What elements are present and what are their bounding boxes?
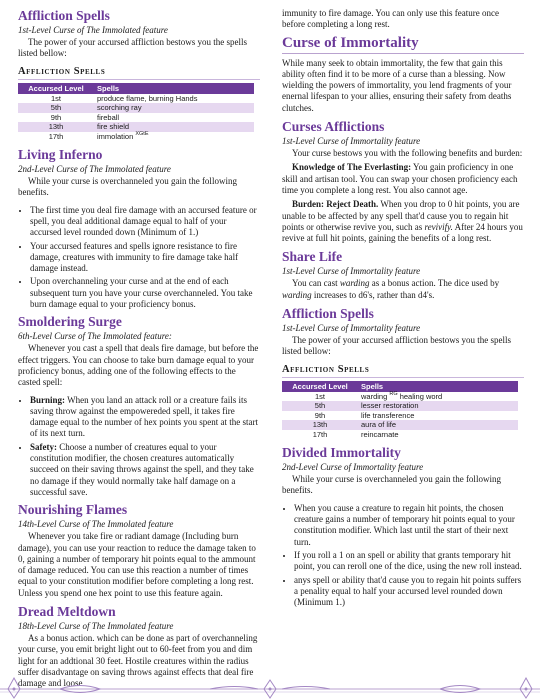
living-inferno-text: While your curse is overchanneled you gain the following benefits.	[18, 176, 237, 198]
share-life-part: You can cast	[292, 278, 340, 289]
table-row	[282, 392, 518, 402]
smoldering-surge-heading: Smoldering Surge	[18, 314, 122, 330]
affliction-spells-heading-2: Affliction Spells	[282, 306, 374, 322]
list-item: • When you cause a creature to regain hit points, the chosen creature gains a number of temporary hit points equal to your constitution modifier. Which last until the start of their next turn.	[294, 503, 524, 548]
table-cell-level: 1st	[50, 93, 61, 103]
curses-afflictions-subtitle: 1st-Level Curse of Immortality feature	[282, 136, 421, 147]
table-row	[282, 430, 518, 440]
list-item: • Upon overchanneling your curse and at the end of each subsequent turn you have your curse overchanneled. You take burn damage equal to your proficiency bonus.	[30, 276, 260, 310]
burning-label: Burning:	[30, 394, 66, 405]
table-header-level: Accursed Level	[282, 381, 358, 392]
curse-of-immortality-heading: Curse of Immortality	[282, 34, 524, 54]
share-life-part: as a bonus action. The dice used by	[369, 278, 500, 289]
table-cell-level: 5th	[18, 103, 94, 113]
right-column	[282, 8, 524, 611]
affliction-spells-subtitle: 1st-Level Curse of The Immolated feature	[18, 25, 168, 35]
nourishing-flames-subtitle: 14th-Level Curse of The Immolated feature	[18, 519, 174, 530]
safety-text: Choose a number of creatures equal to your constitution modifier, the chosen creatures automatically succeed on their saving throws against the spell, and they take no damage if they would normally take half damage on a successful save.	[30, 441, 254, 497]
list-item: • If you roll a 1 on an spell or ability that grants temporary hit point, you can reroll one of the dice, using the new roll instead.	[294, 550, 524, 573]
left-column	[18, 8, 260, 692]
table-row	[282, 411, 518, 421]
curses-afflictions-heading: Curses Afflictions	[282, 119, 385, 135]
divided-immortality-text: While your curse is overchanneled you gain the following benefits.	[282, 474, 501, 496]
table-header-row	[282, 381, 518, 392]
table-cell-level: 9th	[314, 410, 326, 420]
table-row	[18, 132, 254, 142]
list-item: • The first time you deal fire damage with an accursed feature or spell, you deal additional damage equal to half of your accursed level rounded down (Minimum of 1.)	[30, 205, 260, 239]
table-row	[18, 94, 254, 104]
table-row	[282, 420, 518, 430]
affliction-spells-table	[18, 83, 254, 142]
share-life-heading: Share Life	[282, 249, 343, 265]
spell-text: aura of life	[361, 420, 397, 430]
spell-text: life transference	[361, 410, 415, 420]
table-cell-level: 13th	[282, 420, 358, 430]
warding-text: warding	[339, 278, 370, 289]
reject-death-text	[282, 199, 524, 244]
burning-text: When you land an attack roll or a creature fails its saving throw against the empowereded spell, it takes fire damage equal to the number of hex points you spent at the start of its next turn.	[30, 394, 258, 439]
table-cell-spell	[358, 392, 518, 402]
spell-text: immolation	[97, 131, 136, 141]
footer-ornament	[0, 676, 540, 699]
spell-text: fire shield	[97, 122, 130, 132]
table-row	[18, 103, 254, 113]
dread-meltdown-heading: Dread Meltdown	[18, 604, 116, 619]
share-life-part: increases to d6's, rather than d4's.	[311, 289, 435, 300]
table-cell-level: 13th	[18, 122, 94, 132]
table-cell-level: 17th	[48, 131, 64, 141]
table-cell-level: 9th	[50, 112, 62, 122]
table-cell-spell	[94, 113, 254, 123]
table-header-spells: Spells	[358, 381, 518, 392]
divided-immortality-list	[282, 503, 524, 609]
list-item	[30, 395, 260, 440]
affliction-table-title-2: Affliction Spells	[282, 364, 524, 378]
affliction-spells-subtitle-2: 1st-Level Curse of Immortality feature	[282, 323, 421, 334]
everlasting-body: You gain proficiency in one skill and artisan tool. You can swap your chosen proficiency each time you complete a long rest. You also cannot age.	[282, 162, 518, 195]
reject-death-body: When you drop to 0 hit points, you are unable to be affected by any spell that'd cause you to regain hit points or otherwise revive you, such as	[282, 199, 520, 232]
meltdown-continued-text: immunity to fire damage. You can only use this feature once before completing a long rest.	[282, 8, 499, 30]
revivify-text: revivify.	[424, 221, 453, 232]
table-header-row	[18, 83, 254, 94]
table-row	[282, 401, 518, 411]
divided-immortality-subtitle: 2nd-Level Curse of Immortality feature	[282, 462, 424, 473]
table-cell-level: 1st	[314, 391, 325, 401]
spell-text: produce flame, burning Hands	[97, 93, 198, 103]
smoldering-surge-list	[18, 395, 260, 499]
safety-label: Safety:	[30, 441, 57, 452]
affliction-table-title: Affliction Spells	[18, 66, 260, 80]
table-cell-spell	[358, 411, 518, 421]
table-row	[18, 113, 254, 123]
table-cell-spell	[358, 420, 518, 430]
spell-text: lesser restoration	[361, 401, 419, 411]
table-cell-spell	[94, 132, 254, 142]
list-item: • anys spell or ability that'd cause you to regain hit points suffers a penality equal to half your accursed level rounded down (Minimum 1.)	[294, 575, 524, 609]
living-inferno-heading: Living Inferno	[18, 147, 103, 163]
table-header-spells: Spells	[94, 83, 254, 94]
affliction-spells-heading: Affliction Spells	[18, 8, 110, 23]
spell-text: reincarnate	[361, 429, 399, 439]
everlasting-label: Knowledge of The Everlasting:	[292, 162, 412, 173]
dread-meltdown-subtitle: 18th-Level Curse of The Immolated feature	[18, 621, 174, 631]
spell-text: healing word	[397, 391, 443, 401]
share-life-subtitle: 1st-Level Curse of Immortality feature	[282, 266, 421, 277]
affliction-spells-text: The power of your accursed affliction bestows you the spells listed bellow:	[18, 37, 248, 59]
warding-text: warding	[282, 289, 312, 300]
dread-meltdown-text: As a bonus action. which can be done as part of overchanneling your curse, you emit bright light out to 60-feet from you and dim light for an addtional 30 feet. Hostile creatures within the radius suffer disadvantage on saving throws against effects that deal fire damage and loose	[18, 633, 258, 689]
table-header-level: Accursed Level	[18, 83, 94, 94]
curses-afflictions-text: Your curse bestows you with the following benefits and burden:	[292, 148, 523, 159]
source-superscript: XGtE	[135, 130, 149, 137]
table-cell-level: 5th	[282, 401, 358, 411]
nourishing-flames-heading: Nourishing Flames	[18, 502, 128, 518]
table-cell-level: 17th	[312, 429, 328, 439]
table-cell-spell	[358, 430, 518, 440]
table-cell-spell	[94, 94, 254, 104]
divided-immortality-heading: Divided Immortality	[282, 445, 401, 461]
curse-of-immortality-text: While many seek to obtain immortality, the few that gain this ability often find it to be more of a curse than a blessing. Now wielding the powers of immortality, you lend fragments of your enernal lifespan to your allies, ensuring their safety from deaths clutches.	[282, 57, 512, 113]
affliction-spells-text-2: The power of your accursed affliction bestows you the spells listed bellow:	[282, 335, 512, 357]
spell-text: warding	[361, 391, 390, 401]
smoldering-surge-subtitle: 6th-Level Curse of The Immolated feature:	[18, 331, 172, 342]
table-cell-spell	[358, 401, 518, 411]
nourishing-flames-text: Whenever you take fire or radiant damage (Including burn damage), you can use your reaction to reduce the damage taken to 0, gaining a number of temporary hit points equal to the ammount of damage reduced. You can use this reaction a number of times equal to your constitution modifier before completing a long rest. Unless you spend one hex point to use this feature again.	[18, 531, 256, 598]
share-life-text	[282, 278, 524, 301]
smoldering-surge-text: Whenever you cast a spell that deals fire damage, but before the effect triggers. You can choose to take burn damage equal to your proficiency bonus, adding one of the following effects to the casted spell:	[18, 343, 259, 388]
spell-text: scorching ray	[97, 103, 142, 113]
living-inferno-subtitle: 2nd-Level Curse of The Immolated feature	[18, 164, 171, 175]
everlasting-text	[282, 162, 524, 196]
reject-death-body-2: After 24 hours you revive at full hit points, gaining the benefits of a long rest.	[282, 221, 523, 244]
spell-text: fireball	[97, 112, 120, 122]
affliction-spells-table-2	[282, 381, 518, 440]
table-cell-spell	[94, 103, 254, 113]
living-inferno-list	[18, 205, 260, 311]
source-superscript: RG	[389, 390, 398, 397]
list-item	[30, 442, 260, 498]
table-cell-spell	[94, 122, 254, 132]
list-item: • Your accursed features and spells ignore resistance to fire damage, creatures with immunity to fire damage take half damage instead.	[30, 241, 260, 275]
reject-death-label: Burden: Reject Death.	[292, 199, 379, 210]
